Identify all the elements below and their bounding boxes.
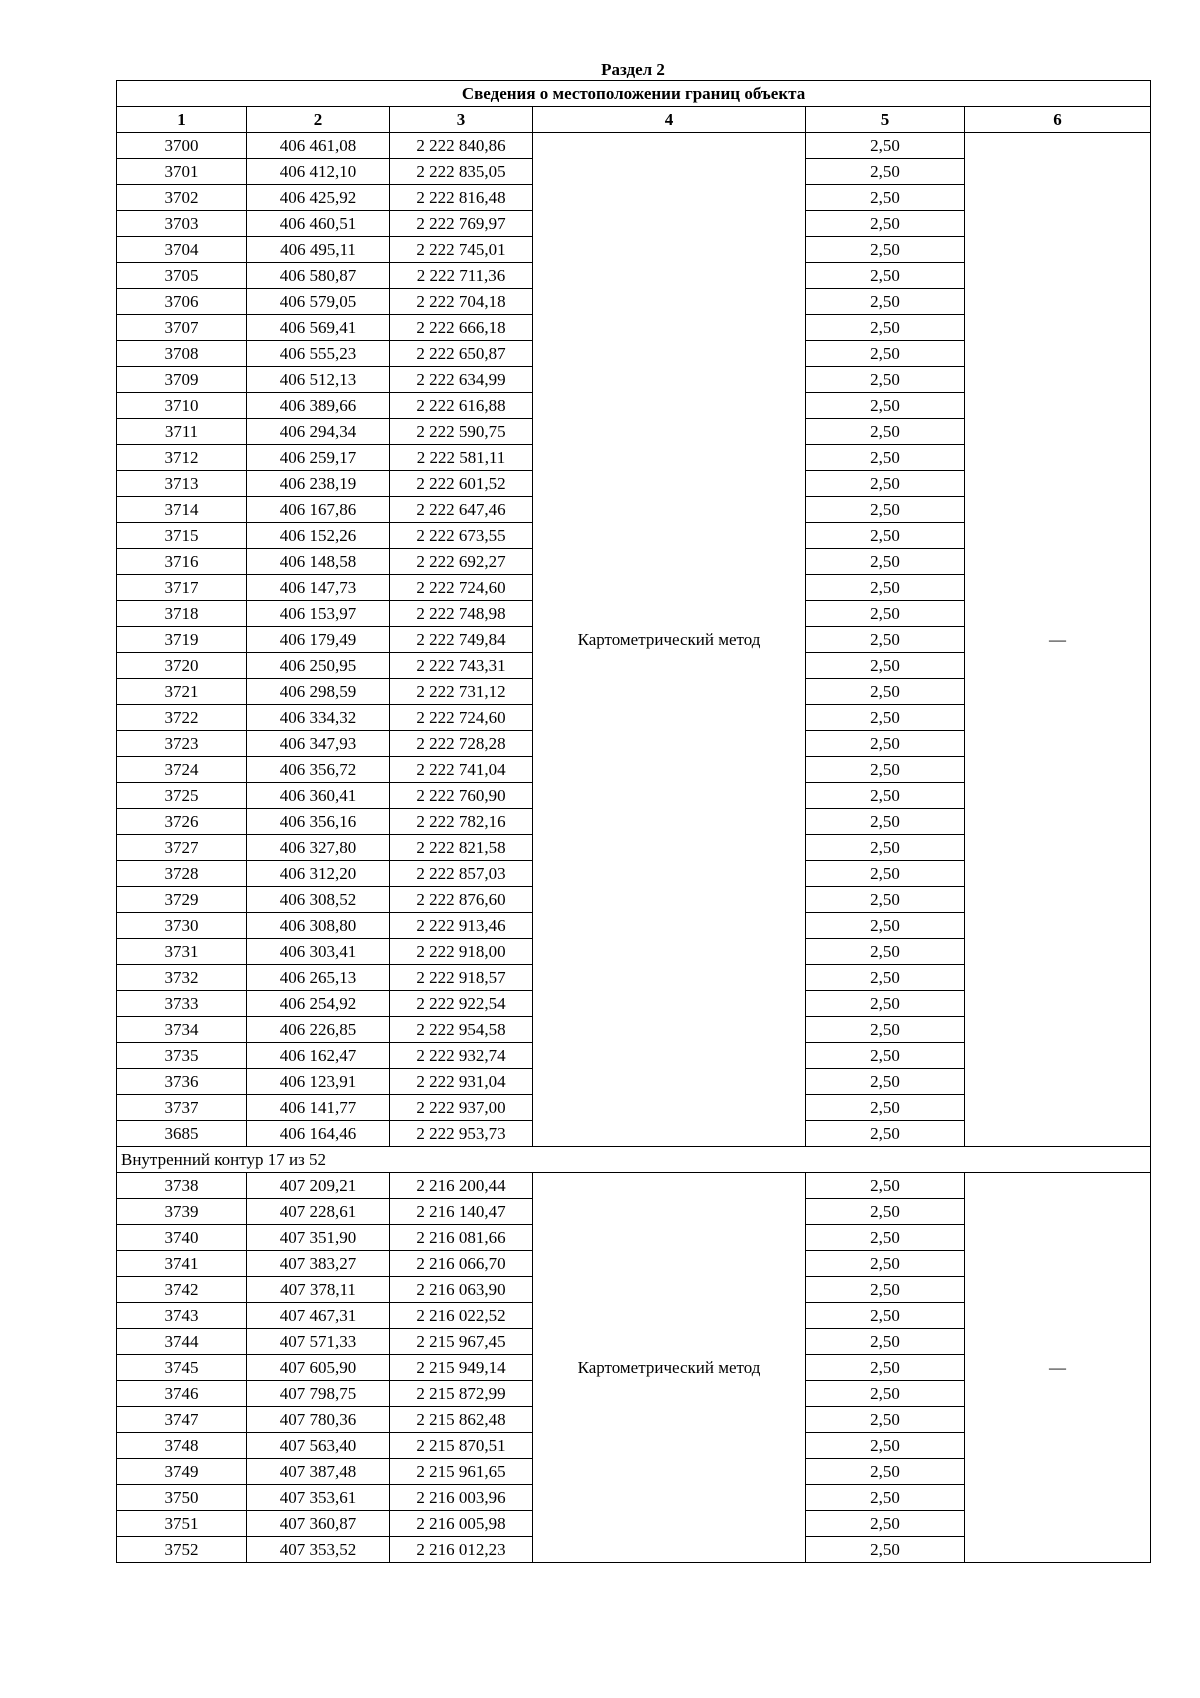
point-number-cell: 3734 [117,1017,247,1043]
y-coordinate-cell: 2 222 782,16 [390,809,533,835]
point-number-cell: 3707 [117,315,247,341]
x-coordinate-cell: 406 153,97 [247,601,390,627]
y-coordinate-cell: 2 215 872,99 [390,1381,533,1407]
accuracy-cell: 2,50 [806,549,965,575]
point-number-cell: 3685 [117,1121,247,1147]
x-coordinate-cell: 406 265,13 [247,965,390,991]
x-coordinate-cell: 406 298,59 [247,679,390,705]
accuracy-cell: 2,50 [806,705,965,731]
accuracy-cell: 2,50 [806,367,965,393]
point-number-cell: 3723 [117,731,247,757]
accuracy-cell: 2,50 [806,861,965,887]
accuracy-cell: 2,50 [806,809,965,835]
x-coordinate-cell: 406 334,32 [247,705,390,731]
table-row [117,1173,1151,1199]
point-number-cell: 3727 [117,835,247,861]
y-coordinate-cell: 2 222 922,54 [390,991,533,1017]
table-title: Сведения о местоположении границ объекта [117,81,1151,107]
point-number-cell: 3702 [117,185,247,211]
x-coordinate-cell: 407 605,90 [247,1355,390,1381]
accuracy-cell: 2,50 [806,1407,965,1433]
accuracy-cell: 2,50 [806,1303,965,1329]
y-coordinate-cell: 2 222 840,86 [390,133,533,159]
point-number-cell: 3704 [117,237,247,263]
point-number-cell: 3742 [117,1277,247,1303]
column-number-row [117,107,1151,133]
accuracy-cell: 2,50 [806,1485,965,1511]
x-coordinate-cell: 406 238,19 [247,471,390,497]
x-coordinate-cell: 406 303,41 [247,939,390,965]
accuracy-cell: 2,50 [806,965,965,991]
point-number-cell: 3736 [117,1069,247,1095]
accuracy-cell: 2,50 [806,315,965,341]
y-coordinate-cell: 2 222 937,00 [390,1095,533,1121]
x-coordinate-cell: 407 228,61 [247,1199,390,1225]
x-coordinate-cell: 406 327,80 [247,835,390,861]
point-number-cell: 3728 [117,861,247,887]
column-header: 4 [533,107,806,133]
column-6-cell: — [965,133,1151,1147]
y-coordinate-cell: 2 222 876,60 [390,887,533,913]
y-coordinate-cell: 2 222 647,46 [390,497,533,523]
point-number-cell: 3741 [117,1251,247,1277]
accuracy-cell: 2,50 [806,1017,965,1043]
y-coordinate-cell: 2 216 081,66 [390,1225,533,1251]
accuracy-cell: 2,50 [806,1225,965,1251]
point-number-cell: 3726 [117,809,247,835]
accuracy-cell: 2,50 [806,185,965,211]
y-coordinate-cell: 2 216 003,96 [390,1485,533,1511]
point-number-cell: 3735 [117,1043,247,1069]
point-number-cell: 3725 [117,783,247,809]
y-coordinate-cell: 2 222 673,55 [390,523,533,549]
y-coordinate-cell: 2 222 931,04 [390,1069,533,1095]
x-coordinate-cell: 406 512,13 [247,367,390,393]
accuracy-cell: 2,50 [806,653,965,679]
accuracy-cell: 2,50 [806,1459,965,1485]
y-coordinate-cell: 2 222 821,58 [390,835,533,861]
accuracy-cell: 2,50 [806,1095,965,1121]
y-coordinate-cell: 2 222 666,18 [390,315,533,341]
x-coordinate-cell: 406 141,77 [247,1095,390,1121]
point-number-cell: 3739 [117,1199,247,1225]
accuracy-cell: 2,50 [806,627,965,653]
x-coordinate-cell: 406 259,17 [247,445,390,471]
y-coordinate-cell: 2 222 634,99 [390,367,533,393]
x-coordinate-cell: 406 162,47 [247,1043,390,1069]
accuracy-cell: 2,50 [806,1381,965,1407]
accuracy-cell: 2,50 [806,393,965,419]
y-coordinate-cell: 2 222 711,36 [390,263,533,289]
y-coordinate-cell: 2 222 743,31 [390,653,533,679]
y-coordinate-cell: 2 216 140,47 [390,1199,533,1225]
point-number-cell: 3712 [117,445,247,471]
y-coordinate-cell: 2 222 748,98 [390,601,533,627]
x-coordinate-cell: 406 356,16 [247,809,390,835]
point-number-cell: 3714 [117,497,247,523]
y-coordinate-cell: 2 222 590,75 [390,419,533,445]
y-coordinate-cell: 2 216 063,90 [390,1277,533,1303]
accuracy-cell: 2,50 [806,575,965,601]
y-coordinate-cell: 2 222 601,52 [390,471,533,497]
y-coordinate-cell: 2 216 022,52 [390,1303,533,1329]
point-number-cell: 3710 [117,393,247,419]
x-coordinate-cell: 406 179,49 [247,627,390,653]
x-coordinate-cell: 407 378,11 [247,1277,390,1303]
x-coordinate-cell: 406 579,05 [247,289,390,315]
y-coordinate-cell: 2 222 760,90 [390,783,533,809]
y-coordinate-cell: 2 222 954,58 [390,1017,533,1043]
x-coordinate-cell: 406 164,46 [247,1121,390,1147]
y-coordinate-cell: 2 215 862,48 [390,1407,533,1433]
y-coordinate-cell: 2 222 741,04 [390,757,533,783]
x-coordinate-cell: 406 254,92 [247,991,390,1017]
accuracy-cell: 2,50 [806,913,965,939]
x-coordinate-cell: 406 152,26 [247,523,390,549]
method-cell: Картометрический метод [533,133,806,1147]
table-body [117,133,1151,1563]
column-header: 1 [117,107,247,133]
point-number-cell: 3713 [117,471,247,497]
y-coordinate-cell: 2 222 650,87 [390,341,533,367]
accuracy-cell: 2,50 [806,757,965,783]
x-coordinate-cell: 407 383,27 [247,1251,390,1277]
x-coordinate-cell: 406 167,86 [247,497,390,523]
x-coordinate-cell: 406 425,92 [247,185,390,211]
point-number-cell: 3716 [117,549,247,575]
accuracy-cell: 2,50 [806,289,965,315]
accuracy-cell: 2,50 [806,133,965,159]
table-row [117,133,1151,159]
x-coordinate-cell: 406 226,85 [247,1017,390,1043]
accuracy-cell: 2,50 [806,445,965,471]
column-header: 3 [390,107,533,133]
accuracy-cell: 2,50 [806,419,965,445]
column-6-cell: — [965,1173,1151,1563]
x-coordinate-cell: 407 780,36 [247,1407,390,1433]
accuracy-cell: 2,50 [806,523,965,549]
x-coordinate-cell: 406 461,08 [247,133,390,159]
point-number-cell: 3749 [117,1459,247,1485]
point-number-cell: 3737 [117,1095,247,1121]
x-coordinate-cell: 407 563,40 [247,1433,390,1459]
point-number-cell: 3746 [117,1381,247,1407]
y-coordinate-cell: 2 222 724,60 [390,575,533,601]
accuracy-cell: 2,50 [806,731,965,757]
point-number-cell: 3740 [117,1225,247,1251]
method-cell: Картометрический метод [533,1173,806,1563]
y-coordinate-cell: 2 222 953,73 [390,1121,533,1147]
point-number-cell: 3715 [117,523,247,549]
point-number-cell: 3733 [117,991,247,1017]
y-coordinate-cell: 2 222 913,46 [390,913,533,939]
y-coordinate-cell: 2 222 704,18 [390,289,533,315]
column-header: 6 [965,107,1151,133]
section-title: Раздел 2 [601,60,665,79]
x-coordinate-cell: 406 495,11 [247,237,390,263]
point-number-cell: 3706 [117,289,247,315]
accuracy-cell: 2,50 [806,471,965,497]
point-number-cell: 3711 [117,419,247,445]
y-coordinate-cell: 2 222 769,97 [390,211,533,237]
x-coordinate-cell: 407 798,75 [247,1381,390,1407]
y-coordinate-cell: 2 222 918,00 [390,939,533,965]
y-coordinate-cell: 2 215 967,45 [390,1329,533,1355]
y-coordinate-cell: 2 222 731,12 [390,679,533,705]
point-number-cell: 3748 [117,1433,247,1459]
x-coordinate-cell: 406 569,41 [247,315,390,341]
x-coordinate-cell: 406 147,73 [247,575,390,601]
y-coordinate-cell: 2 216 012,23 [390,1537,533,1563]
point-number-cell: 3709 [117,367,247,393]
y-coordinate-cell: 2 222 918,57 [390,965,533,991]
y-coordinate-cell: 2 222 728,28 [390,731,533,757]
point-number-cell: 3731 [117,939,247,965]
point-number-cell: 3724 [117,757,247,783]
x-coordinate-cell: 407 467,31 [247,1303,390,1329]
point-number-cell: 3730 [117,913,247,939]
accuracy-cell: 2,50 [806,1537,965,1563]
y-coordinate-cell: 2 222 692,27 [390,549,533,575]
point-number-cell: 3721 [117,679,247,705]
accuracy-cell: 2,50 [806,679,965,705]
point-number-cell: 3744 [117,1329,247,1355]
x-coordinate-cell: 407 360,87 [247,1511,390,1537]
point-number-cell: 3719 [117,627,247,653]
x-coordinate-cell: 406 356,72 [247,757,390,783]
column-header: 2 [247,107,390,133]
x-coordinate-cell: 406 308,80 [247,913,390,939]
y-coordinate-cell: 2 222 745,01 [390,237,533,263]
x-coordinate-cell: 407 351,90 [247,1225,390,1251]
accuracy-cell: 2,50 [806,1121,965,1147]
y-coordinate-cell: 2 222 581,11 [390,445,533,471]
y-coordinate-cell: 2 222 835,05 [390,159,533,185]
y-coordinate-cell: 2 215 870,51 [390,1433,533,1459]
accuracy-cell: 2,50 [806,497,965,523]
x-coordinate-cell: 406 308,52 [247,887,390,913]
point-number-cell: 3701 [117,159,247,185]
point-number-cell: 3738 [117,1173,247,1199]
x-coordinate-cell: 406 360,41 [247,783,390,809]
accuracy-cell: 2,50 [806,1043,965,1069]
x-coordinate-cell: 406 250,95 [247,653,390,679]
y-coordinate-cell: 2 216 005,98 [390,1511,533,1537]
y-coordinate-cell: 2 216 066,70 [390,1251,533,1277]
point-number-cell: 3750 [117,1485,247,1511]
accuracy-cell: 2,50 [806,1355,965,1381]
x-coordinate-cell: 407 571,33 [247,1329,390,1355]
accuracy-cell: 2,50 [806,1251,965,1277]
point-number-cell: 3705 [117,263,247,289]
point-number-cell: 3703 [117,211,247,237]
y-coordinate-cell: 2 222 724,60 [390,705,533,731]
accuracy-cell: 2,50 [806,263,965,289]
y-coordinate-cell: 2 222 616,88 [390,393,533,419]
x-coordinate-cell: 407 353,52 [247,1537,390,1563]
point-number-cell: 3751 [117,1511,247,1537]
contour-label-row [117,1147,1151,1173]
y-coordinate-cell: 2 222 857,03 [390,861,533,887]
contour-label: Внутренний контур 17 из 52 [117,1147,1151,1173]
x-coordinate-cell: 406 148,58 [247,549,390,575]
y-coordinate-cell: 2 222 749,84 [390,627,533,653]
y-coordinate-cell: 2 222 932,74 [390,1043,533,1069]
point-number-cell: 3745 [117,1355,247,1381]
y-coordinate-cell: 2 216 200,44 [390,1173,533,1199]
accuracy-cell: 2,50 [806,939,965,965]
x-coordinate-cell: 406 580,87 [247,263,390,289]
accuracy-cell: 2,50 [806,835,965,861]
accuracy-cell: 2,50 [806,1173,965,1199]
point-number-cell: 3752 [117,1537,247,1563]
point-number-cell: 3718 [117,601,247,627]
x-coordinate-cell: 406 412,10 [247,159,390,185]
point-number-cell: 3747 [117,1407,247,1433]
boundary-coordinates-table [116,80,1151,1563]
x-coordinate-cell: 406 389,66 [247,393,390,419]
accuracy-cell: 2,50 [806,783,965,809]
x-coordinate-cell: 406 460,51 [247,211,390,237]
point-number-cell: 3720 [117,653,247,679]
point-number-cell: 3717 [117,575,247,601]
accuracy-cell: 2,50 [806,159,965,185]
y-coordinate-cell: 2 215 949,14 [390,1355,533,1381]
point-number-cell: 3743 [117,1303,247,1329]
accuracy-cell: 2,50 [806,1511,965,1537]
y-coordinate-cell: 2 222 816,48 [390,185,533,211]
x-coordinate-cell: 406 294,34 [247,419,390,445]
y-coordinate-cell: 2 215 961,65 [390,1459,533,1485]
point-number-cell: 3722 [117,705,247,731]
table-title-row [117,81,1151,107]
accuracy-cell: 2,50 [806,601,965,627]
accuracy-cell: 2,50 [806,1329,965,1355]
accuracy-cell: 2,50 [806,991,965,1017]
x-coordinate-cell: 406 312,20 [247,861,390,887]
accuracy-cell: 2,50 [806,887,965,913]
accuracy-cell: 2,50 [806,1069,965,1095]
accuracy-cell: 2,50 [806,341,965,367]
accuracy-cell: 2,50 [806,1277,965,1303]
point-number-cell: 3708 [117,341,247,367]
accuracy-cell: 2,50 [806,211,965,237]
point-number-cell: 3732 [117,965,247,991]
x-coordinate-cell: 406 123,91 [247,1069,390,1095]
x-coordinate-cell: 407 353,61 [247,1485,390,1511]
point-number-cell: 3729 [117,887,247,913]
accuracy-cell: 2,50 [806,237,965,263]
x-coordinate-cell: 407 209,21 [247,1173,390,1199]
x-coordinate-cell: 406 555,23 [247,341,390,367]
accuracy-cell: 2,50 [806,1433,965,1459]
point-number-cell: 3700 [117,133,247,159]
x-coordinate-cell: 407 387,48 [247,1459,390,1485]
x-coordinate-cell: 406 347,93 [247,731,390,757]
column-header: 5 [806,107,965,133]
accuracy-cell: 2,50 [806,1199,965,1225]
